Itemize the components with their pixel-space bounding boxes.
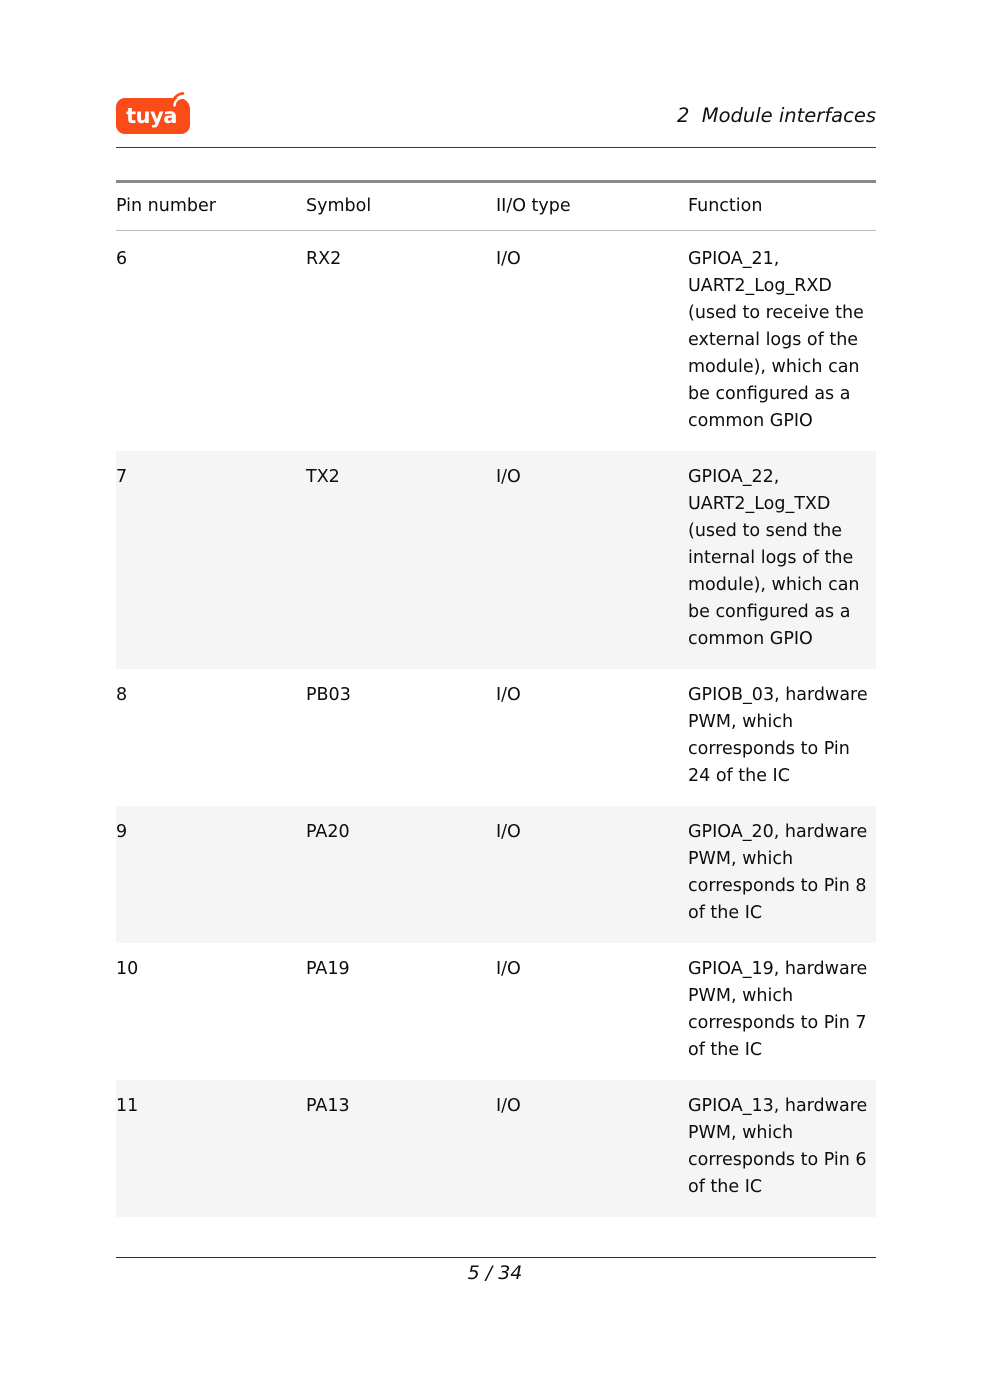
cell-symbol: PB03 [306,685,351,705]
cell-io-type: I/O [496,806,688,943]
cell-pin-number: 10 [116,959,139,979]
tuya-logo-text: tuya [126,104,177,128]
header-divider [116,147,876,148]
cell-symbol: PA19 [306,959,350,979]
footer-divider [116,1257,876,1258]
table-header [116,182,876,231]
cell-pin-number: 9 [116,806,306,943]
table-row [116,231,876,452]
cell-io-type: I/O [496,249,521,269]
table-body [116,231,876,1218]
table-row [116,669,876,806]
table-row [116,451,876,669]
cell-symbol: PA13 [306,1080,496,1217]
cell-symbol: RX2 [306,249,342,269]
cell-function: GPIOB_03, hardware PWM, which corresponds to Pin 24 of the IC [688,685,868,786]
cell-function: GPIOA_19, hardware PWM, which corresponds to Pin 7 of the IC [688,959,868,1060]
column-header-symbol: Symbol [306,182,496,231]
cell-pin-number: 6 [116,249,128,269]
cell-function: GPIOA_13, hardware PWM, which corresponds to Pin 6 of the IC [688,1080,876,1217]
column-header-function: Function [688,182,876,231]
cell-symbol: PA20 [306,806,496,943]
table-row [116,1080,876,1217]
cell-function: GPIOA_22, UART2_Log_TXD (used to send the internal logs of the module), which can be configured as a common GPIO [688,451,876,669]
section-title: 2 Module interfaces [676,104,876,127]
table-header-row [116,182,876,231]
cell-pin-number: 7 [116,451,306,669]
table-row [116,806,876,943]
column-header-pin-number: Pin number [116,182,306,231]
cell-io-type: I/O [496,959,521,979]
cell-pin-number: 11 [116,1080,306,1217]
pin-table-container [116,180,876,1217]
table-row [116,943,876,1080]
page-header [116,96,876,142]
cell-io-type: I/O [496,1080,688,1217]
page-number: 5 / 34 [467,1262,523,1284]
cell-io-type: I/O [496,451,688,669]
wifi-arc-icon [168,89,190,111]
column-header-io-type: II/O type [496,182,688,231]
cell-symbol: TX2 [306,451,496,669]
pin-definition-table [116,180,876,1217]
cell-pin-number: 8 [116,685,128,705]
cell-function: GPIOA_21, UART2_Log_RXD (used to receive the external logs of the module), which can be configured as a common GPIO [688,249,864,431]
cell-io-type: I/O [496,685,521,705]
cell-function: GPIOA_20, hardware PWM, which corresponds to Pin 8 of the IC [688,806,876,943]
